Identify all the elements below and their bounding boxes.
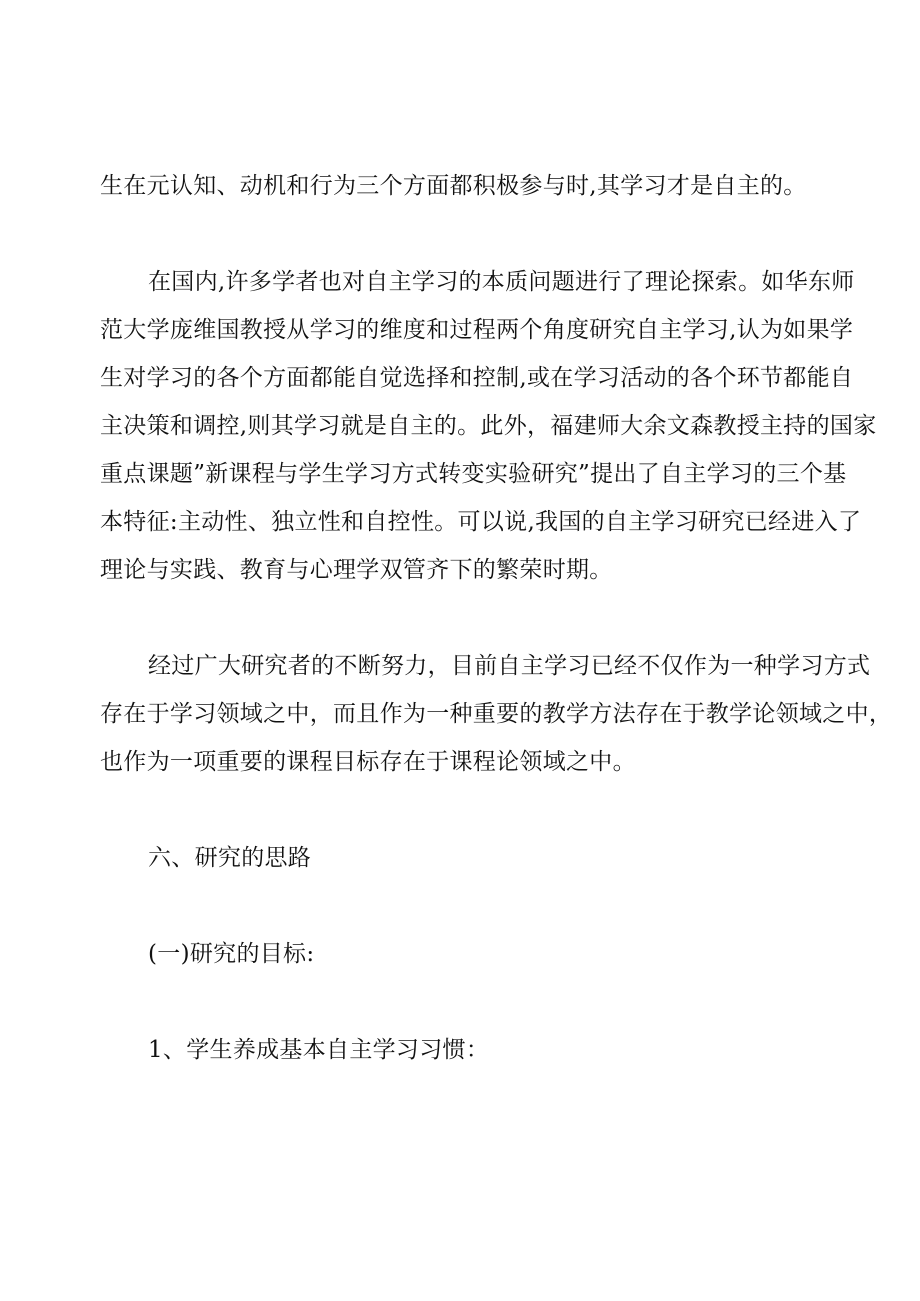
paragraph-3-line-2: 存在于学习领域之中，而且作为一种重要的教学方法存在于教学论领域之中， (100, 701, 893, 727)
paragraph-3-line-3: 也作为一项重要的课程目标存在于课程论领域之中。 (100, 749, 636, 775)
paragraph-2-line-7: 理论与实践、教育与心理学双管齐下的繁荣时期。 (100, 557, 613, 583)
paragraph-3-line-1: 经过广大研究者的不断努力，目前自主学习已经不仅作为一种学习方式 (148, 653, 871, 679)
paragraph-2-line-4: 主决策和调控,则其学习就是自主的。此外，福建师大余文森教授主持的国家 (100, 413, 877, 439)
section-heading: 六、研究的思路 (148, 845, 312, 871)
paragraph-2-line-1: 在国内,许多学者也对自主学习的本质问题进行了理论探索。如华东师 (148, 269, 855, 295)
paragraph-1-line-1: 生在元认知、动机和行为三个方面都积极参与时,其学习才是自主的。 (100, 173, 807, 199)
paragraph-2-line-3: 生对学习的各个方面都能自觉选择和控制,或在学习活动的各个环节都能自 (100, 365, 854, 391)
paragraph-2-line-2: 范大学庞维国教授从学习的维度和过程两个角度研究自主学习,认为如果学 (100, 317, 854, 343)
list-item-1: 1、学生养成基本自主学习习惯： (148, 1037, 490, 1063)
paragraph-2-line-5: 重点课题”新课程与学生学习方式转变实验研究”提出了自主学习的三个基 (100, 461, 847, 487)
paragraph-2-line-6: 本特征:主动性、独立性和自控性。可以说,我国的自主学习研究已经进入了 (100, 509, 862, 535)
subsection-heading: (一)研究的目标: (148, 941, 315, 967)
